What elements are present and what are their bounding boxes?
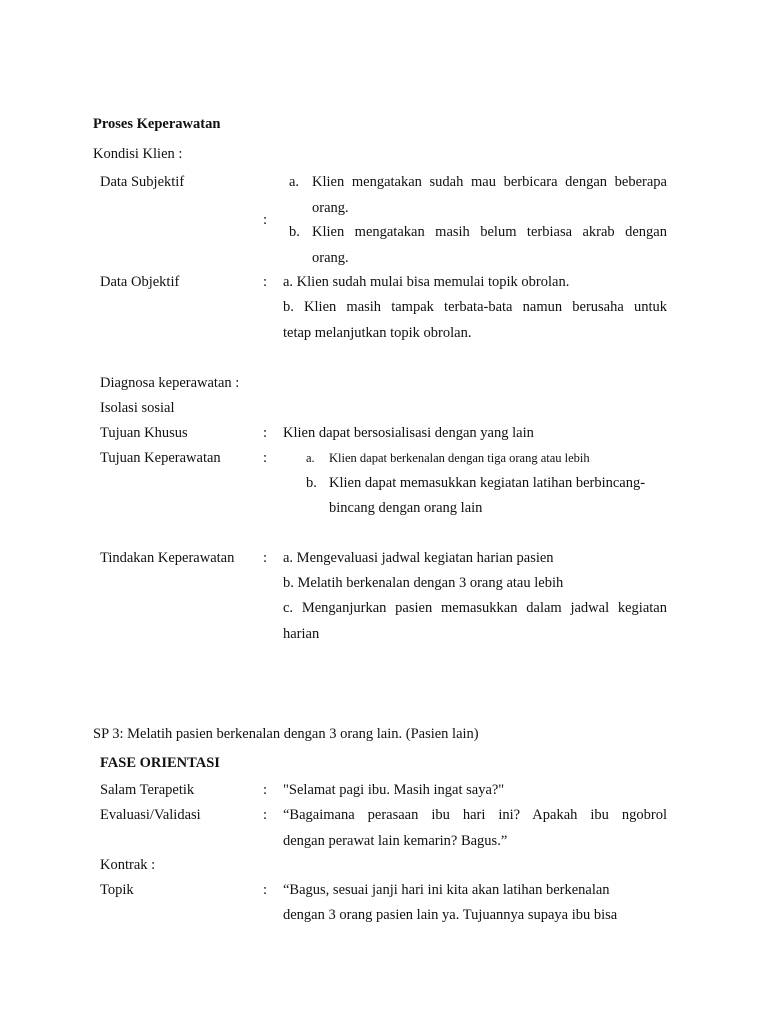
kondisi-klien-label: Kondisi Klien : [93, 146, 183, 162]
tujuan-keperawatan-label: Tujuan Keperawatan [100, 450, 221, 466]
tujuan-keperawatan-a-marker: a. [306, 451, 315, 465]
salam-value: "Selamat pagi ibu. Masih ingat saya?" [283, 782, 505, 798]
salam-colon: : [263, 782, 268, 798]
evaluasi-colon: : [263, 807, 268, 823]
salam-label: Salam Terapetik [100, 782, 195, 798]
evaluasi-line1: “Bagaimana perasaan ibu hari ini? Apakah ibu ngobrol [283, 807, 667, 823]
data-subjektif-b-line1: Klien mengatakan masih belum terbiasa akrab dengan [312, 224, 667, 240]
tindakan-colon: : [263, 550, 268, 566]
tindakan-c-line1: c. Menganjurkan pasien memasukkan dalam jadwal kegiatan [283, 600, 667, 616]
fase-orientasi-heading: FASE ORIENTASI [100, 755, 220, 771]
tindakan-a-line: a. Mengevaluasi jadwal kegiatan harian pasien [283, 550, 554, 566]
evaluasi-line2: dengan perawat lain kemarin? Bagus.” [283, 833, 508, 849]
topik-line2: dengan 3 orang pasien lain ya. Tujuannya supaya ibu bisa [283, 907, 618, 923]
topik-colon: : [263, 882, 268, 898]
sp3-title: SP 3: Melatih pasien berkenalan dengan 3 orang lain. (Pasien lain) [93, 726, 479, 742]
data-subjektif-b-line2: orang. [312, 250, 349, 266]
data-objektif-colon: : [263, 274, 268, 290]
data-subjektif-b-marker: b. [289, 224, 300, 240]
tindakan-label: Tindakan Keperawatan [100, 550, 235, 566]
tujuan-keperawatan-a-text: Klien dapat berkenalan dengan tiga orang atau lebih [329, 451, 590, 465]
topik-line1: “Bagus, sesuai janji hari ini kita akan latihan berkenalan [283, 882, 610, 898]
data-subjektif-a-line1: Klien mengatakan sudah mau berbicara dengan beberapa [312, 174, 667, 190]
tujuan-keperawatan-b-line1: Klien dapat memasukkan kegiatan latihan berbincang- [329, 475, 646, 491]
data-subjektif-label: Data Subjektif [100, 174, 185, 190]
tujuan-khusus-label: Tujuan Khusus [100, 425, 188, 441]
data-objektif-label: Data Objektif [100, 274, 180, 290]
tindakan-b-line: b. Melatih berkenalan dengan 3 orang atau lebih [283, 575, 564, 591]
data-objektif-b-line1: b. Klien masih tampak terbata-bata namun berusaha untuk [283, 299, 667, 315]
data-objektif-b-line2: tetap melanjutkan topik obrolan. [283, 325, 472, 341]
tindakan-c-line2: harian [283, 626, 320, 642]
tujuan-keperawatan-colon: : [263, 450, 268, 466]
tujuan-khusus-value: Klien dapat bersosialisasi dengan yang lain [283, 425, 534, 441]
tujuan-keperawatan-b-line2: bincang dengan orang lain [329, 500, 483, 516]
data-subjektif-colon: : [263, 212, 268, 228]
data-objektif-a-line: a. Klien sudah mulai bisa memulai topik obrolan. [283, 274, 570, 290]
data-subjektif-a-line2: orang. [312, 200, 349, 216]
evaluasi-label: Evaluasi/Validasi [100, 807, 201, 823]
diagnosa-value: Isolasi sosial [100, 400, 175, 416]
topik-label: Topik [100, 882, 134, 898]
tujuan-khusus-colon: : [263, 425, 268, 441]
kontrak-label: Kontrak : [100, 857, 156, 873]
data-subjektif-a-marker: a. [289, 174, 300, 190]
tujuan-keperawatan-b-marker: b. [306, 475, 317, 491]
section-title: Proses Keperawatan [93, 116, 221, 132]
diagnosa-label: Diagnosa keperawatan : [100, 375, 240, 391]
